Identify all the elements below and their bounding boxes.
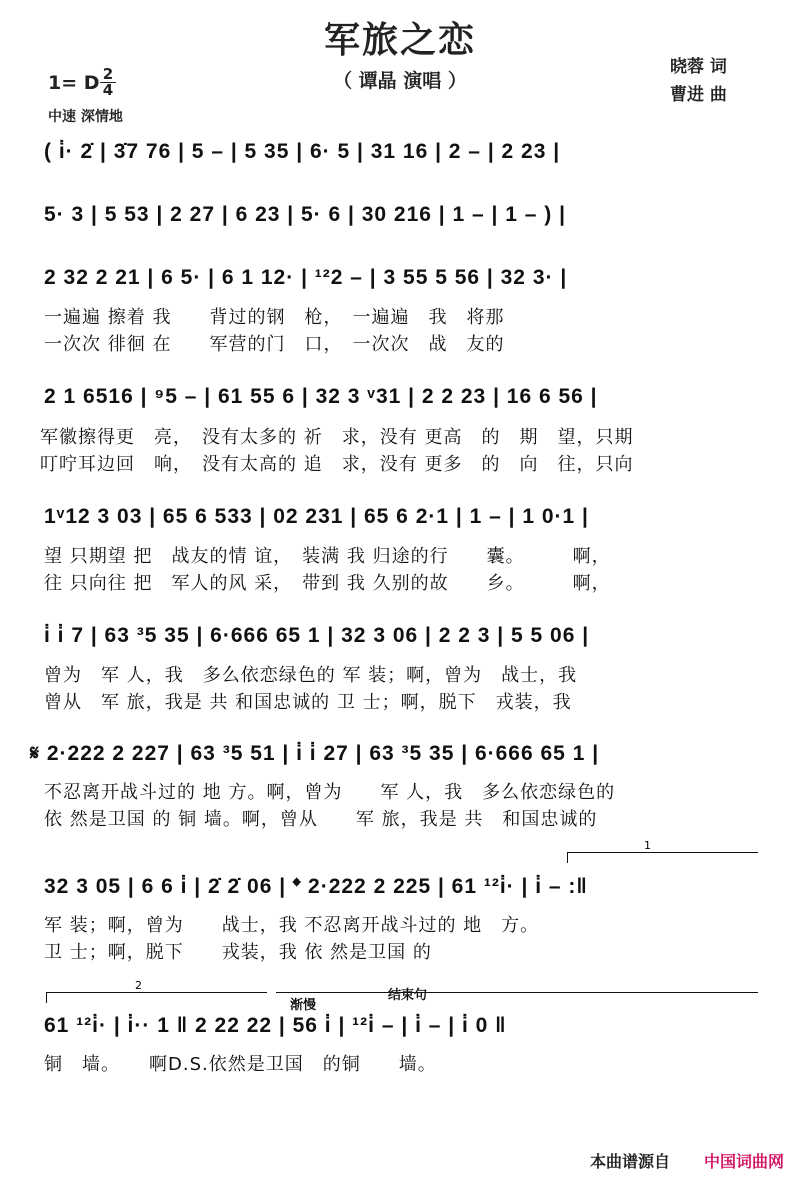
lyric-line-9: 铜 墙。 啊D.S.依然是卫国 的铜 墙。: [44, 1054, 437, 1075]
lyric-line-5a: 望 只期望 把 战友的情 谊， 装满 我 归途的行 囊。 啊，: [44, 546, 611, 567]
score-line-2: 5· 3 | 5 53 | 2 27 | 6 23 | 5· 6 | 30 216 | 1 – | 1 – ) |: [44, 203, 566, 226]
lyric-line-4a: 军徽擦得更 亮， 没有太多的 祈 求，没有 更高 的 期 望，只期: [40, 427, 634, 448]
score-line-1: ( i̇· 2̇ | 3̇7 76 | 5 – | 5 35 | 6· 5 | 31 16 | 2 – | 2 23 |: [44, 140, 561, 163]
lyric-line-7b: 依 然是卫国 的 铜 墙。啊，曾从 军 旅，我是 共 和国忠诚的: [44, 809, 598, 830]
tempo-marking: 中速 深情地: [48, 109, 123, 125]
song-title: 军旅之恋: [323, 20, 476, 61]
lyric-line-8b: 卫 士；啊，脱下 戎装，我 依 然是卫国 的: [44, 942, 432, 963]
time-signature-top: 2: [100, 67, 116, 83]
volta-bracket-1: [567, 839, 758, 863]
lyric-line-7a: 不忍离开战斗过的 地 方。啊，曾为 军 人，我 多么依恋绿色的: [44, 782, 616, 803]
volta-1-label: 1: [644, 839, 651, 852]
score-line-7: 𝄋 2·222 2 227 | 63 ³5 51 | i̇ i̇ 27 | 63 ³5 35 | 6·666 65 1 |: [30, 742, 600, 765]
ritardando-marking: 渐慢: [290, 998, 317, 1013]
key-signature: 1= D: [48, 72, 100, 94]
score-line-9: 61 ¹²i̇· | i̇·· 1 ‖ 2 22 22 | 56 i̇ | ¹²i̇ – | i̇ – | i̇ 0 ‖: [44, 1014, 507, 1037]
singer-credit: （ 谭晶 演唱 ）: [333, 70, 467, 92]
time-signature-bottom: 4: [102, 81, 114, 99]
lyric-line-3b: 一次次 徘徊 在 军营的门 口， 一次次 战 友的: [44, 334, 505, 355]
lyric-line-4b: 叮咛耳边回 响， 没有太高的 追 求，没有 更多 的 向 往，只向: [40, 454, 634, 475]
lyric-line-3a: 一遍遍 擦着 我 背过的钢 枪， 一遍遍 我 将那: [44, 307, 505, 328]
lyric-line-6b: 曾从 军 旅，我是 共 和国忠诚的 卫 士；啊，脱下 戎装，我: [44, 692, 572, 713]
composer-credit: 曹进 曲: [670, 85, 727, 105]
score-line-5: 1ᵛ12 3 03 | 65 6 533 | 02 231 | 65 6 2·1 | 1 – | 1 0·1 |: [44, 505, 589, 528]
score-line-3: 2 32 2 21 | 6 5· | 6 1 12· | ¹²2 – | 3 55 5 56 | 32 3· |: [44, 266, 568, 289]
site-link[interactable]: 中国词曲网: [704, 1152, 785, 1171]
lyric-line-5b: 往 只向往 把 军人的风 采， 带到 我 久别的故 乡。 啊，: [44, 573, 611, 594]
lyric-line-8a: 军 装；啊，曾为 战士，我 不忍离开战斗过的 地 方。: [44, 915, 540, 936]
lyricist-credit: 晓蓉 词: [670, 57, 727, 77]
source-note: 本曲谱源自: [590, 1152, 671, 1171]
score-line-8: 32 3 05 | 6 6 i̇ | 2̇ 2̇ 06 | 𝄌 2·222 2 225 | 61 ¹²i̇· | i̇ – :‖: [44, 875, 588, 898]
volta-2-label: 2: [135, 979, 142, 992]
coda-ending-label: 结束句: [388, 988, 428, 1003]
volta-bracket-2: [46, 979, 267, 1003]
score-line-4: 2 1 6516 | ⁹5 – | 61 55 6 | 32 3 ᵛ31 | 2 2 23 | 16 6 56 |: [44, 385, 598, 408]
score-line-6: i̇ i̇ 7 | 63 ³5 35 | 6·666 65 1 | 32 3 06 | 2 2 3 | 5 5 06 |: [44, 624, 590, 647]
time-signature: [100, 67, 116, 98]
lyric-line-6a: 曾为 军 人，我 多么依恋绿色的 军 装；啊，曾为 战士，我: [44, 665, 578, 686]
ending-bracket: [276, 992, 758, 993]
